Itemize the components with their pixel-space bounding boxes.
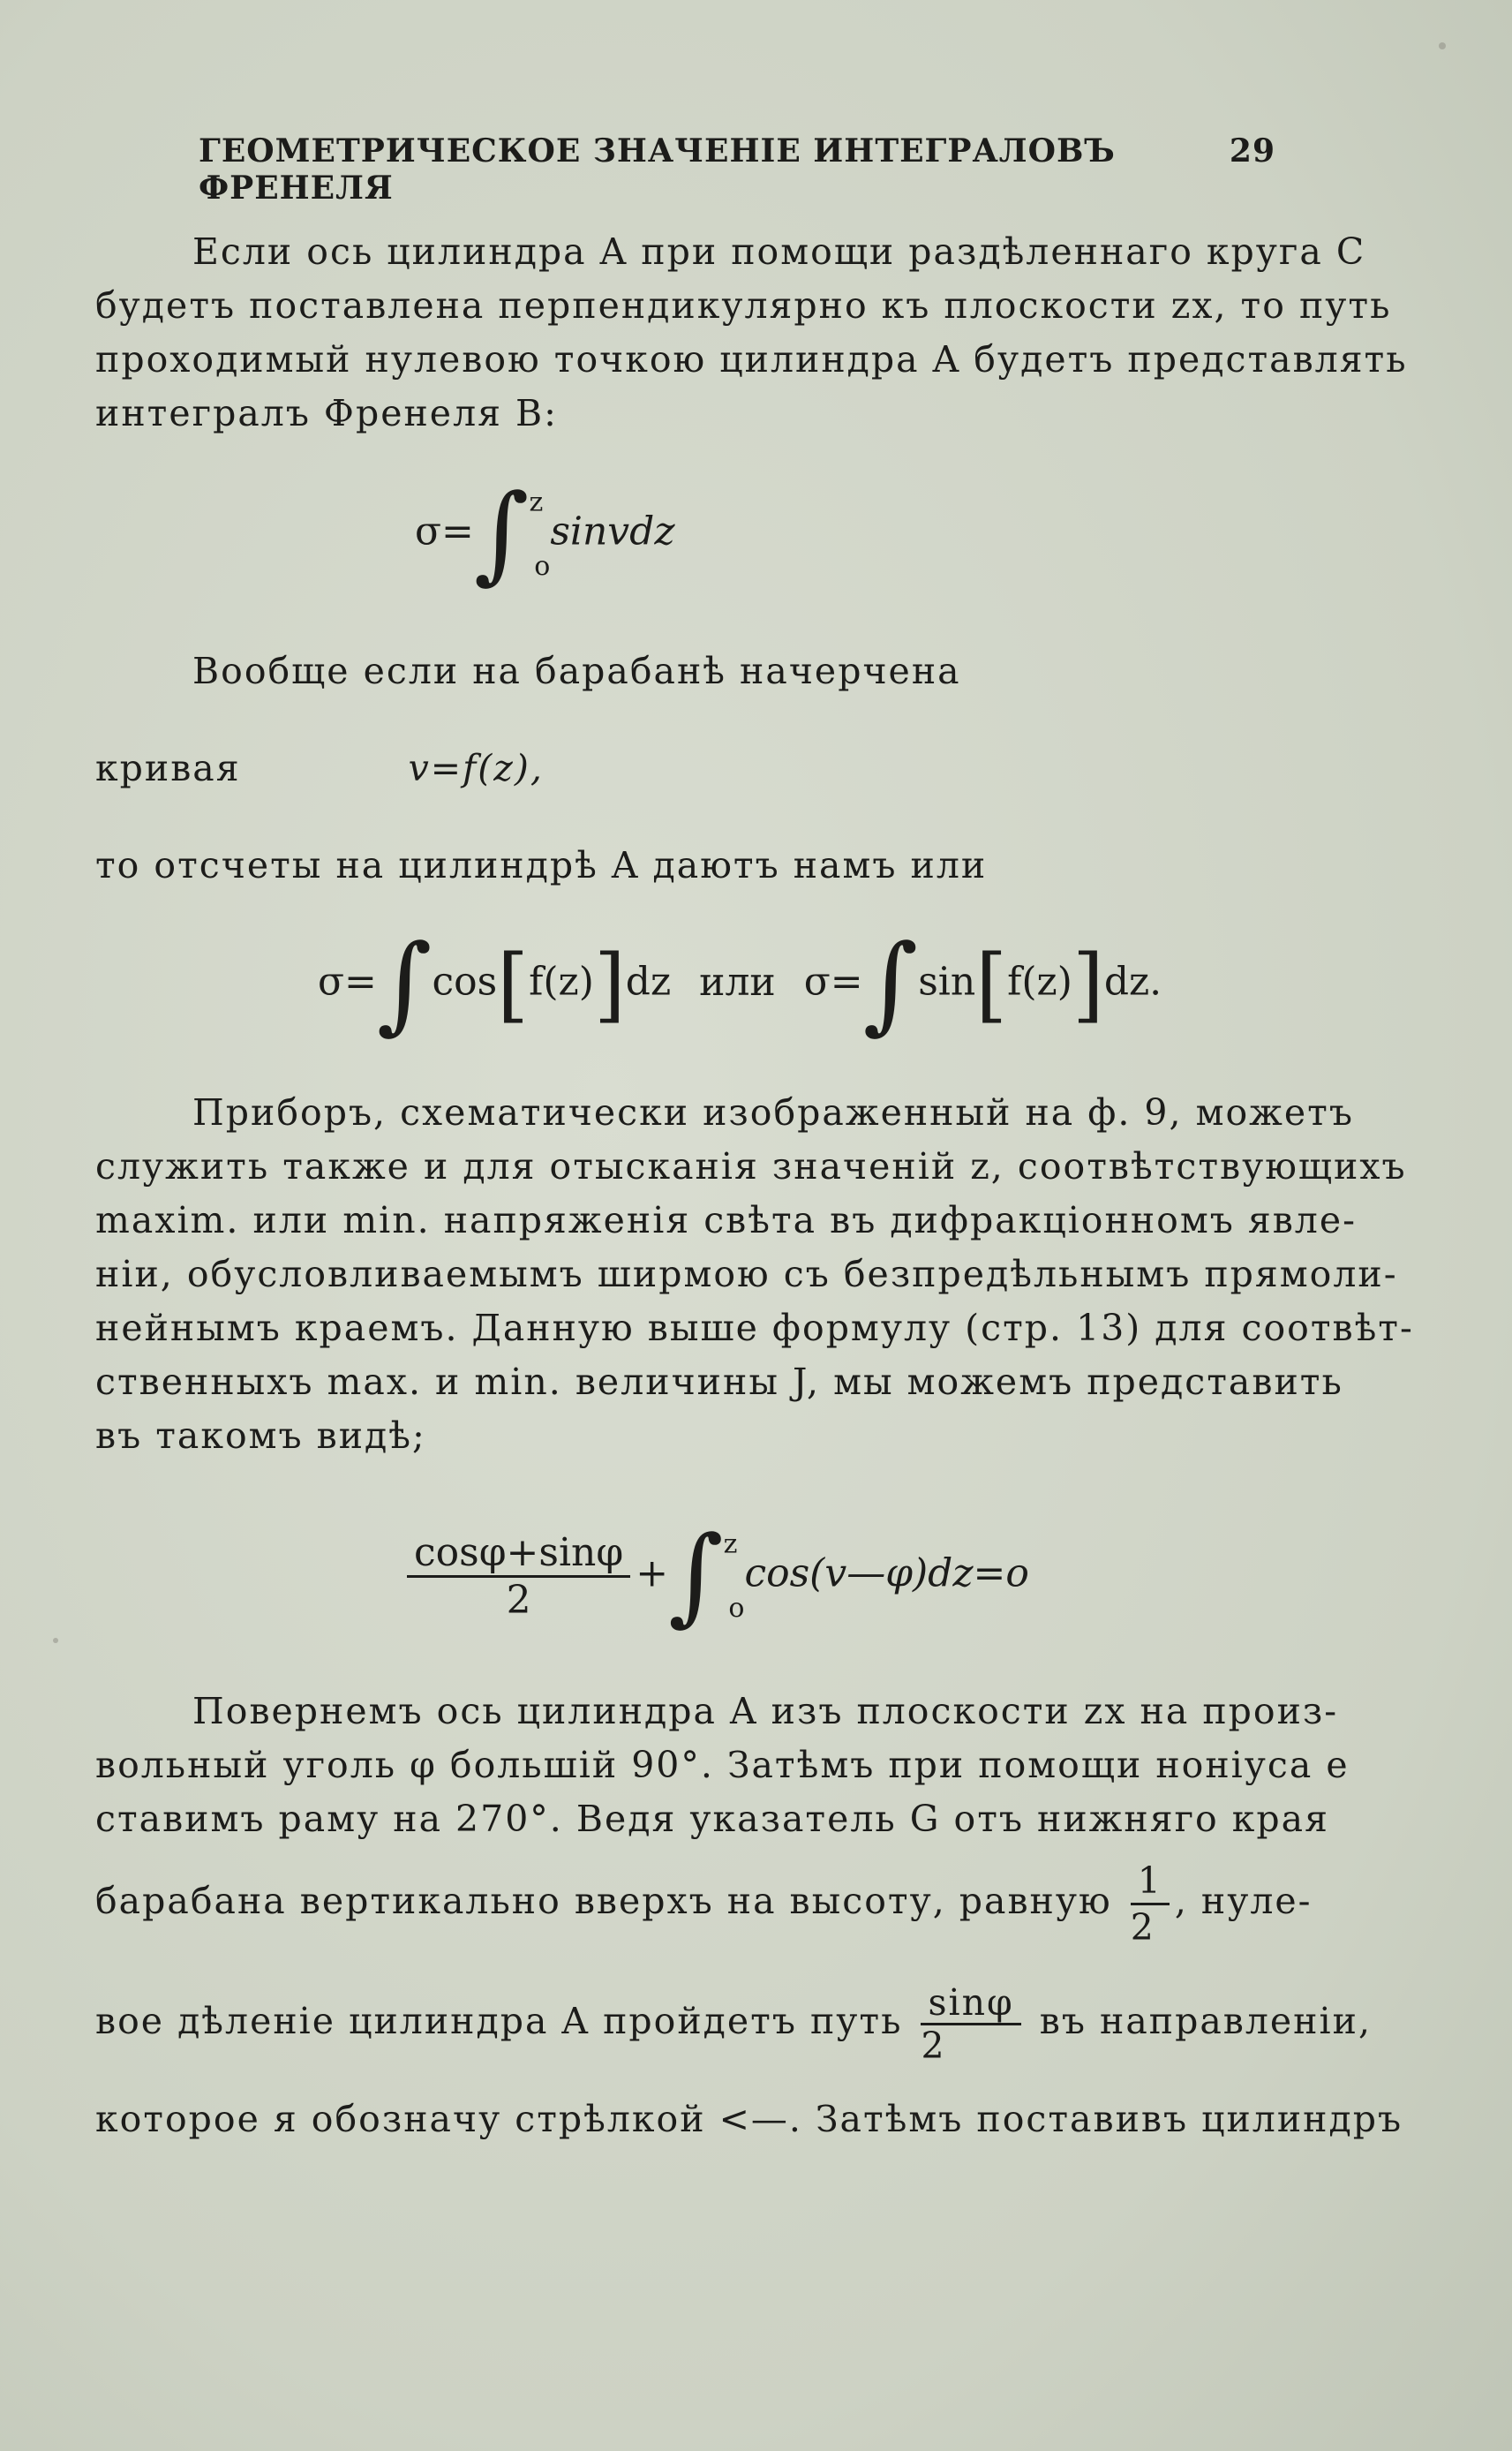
lower-limit: o — [534, 550, 551, 582]
bracket-close: ] — [593, 937, 626, 1032]
text-line: то отсчеты на цилиндрѣ A даютъ намъ или — [95, 844, 988, 886]
line-tail: въ направленіи, — [1039, 2000, 1372, 2042]
denominator: 2 — [1130, 1906, 1155, 1949]
formula-cos-sin — [318, 923, 1162, 1045]
numerator: cosφ+sinφ — [407, 1530, 630, 1578]
text-line: вольный уголь φ большій 90°. Затѣмъ при помощи ноніуса e — [95, 1744, 1350, 1786]
line-text: вое дѣленіе цилиндра A пройдетъ путь — [95, 2000, 903, 2042]
function-argument: f(z) — [1007, 959, 1072, 1005]
text-line: служить также и для отысканія значеній z, соотвѣтствующихъ — [95, 1145, 1407, 1188]
text-line: Вообще если на барабанѣ начерчена — [192, 650, 961, 692]
text-line: которое я обозначу стрѣлкой <—. Затѣмъ поставивъ цилиндръ — [95, 2098, 1403, 2140]
curve-word: кривая — [95, 747, 241, 789]
integral-sign: ∫ — [862, 923, 919, 1045]
upper-limit: z — [723, 1528, 738, 1560]
fraction — [407, 1530, 630, 1623]
text-line: интегралъ Френеля B: — [95, 392, 558, 434]
formula-fresnel-b — [415, 472, 675, 595]
function-name: cos — [432, 959, 498, 1005]
text-line: проходимый нулевою точкою цилиндра A будетъ представлять — [95, 338, 1408, 381]
lower-limit: o — [728, 1592, 745, 1624]
paragraph-1 — [95, 225, 1408, 441]
differential: dz. — [1103, 959, 1162, 1005]
differential: dz — [625, 959, 672, 1005]
bracket-open: [ — [497, 937, 530, 1032]
fraction-one-half — [1131, 1859, 1170, 1949]
page-number: 29 — [1229, 132, 1275, 170]
plus-sign: + — [636, 1550, 669, 1596]
text-line: Повернемъ ось цилиндра A изъ плоскости zx на произ- — [192, 1690, 1339, 1732]
text-line: въ такомъ видѣ; — [95, 1414, 426, 1457]
numerator: 1 — [1131, 1859, 1170, 1905]
bracket-close: ] — [1072, 937, 1104, 1032]
integral-sign: ∫ — [376, 923, 433, 1045]
paragraph-5 — [95, 1086, 1414, 1463]
paragraph-2 — [95, 645, 1278, 698]
function-name: sin — [918, 959, 976, 1005]
text-line — [95, 1859, 1313, 1949]
text-line: нейнымъ краемъ. Данную выше формулу (стр. 13) для соотвѣт- — [95, 1307, 1414, 1349]
denominator: 2 — [921, 2025, 946, 2067]
integral-sign: ∫ — [473, 472, 530, 595]
paragraph-7 — [95, 1859, 1313, 1949]
formula-max-min — [402, 1514, 1029, 1637]
text-line: будетъ поставлена перпендикулярно къ плоскости zx, то путь — [95, 284, 1392, 327]
line-tail: , нуле- — [1174, 1880, 1313, 1922]
line-text: барабана вертикально вверхъ на высоту, равную — [95, 1880, 1112, 1922]
paper-speck — [53, 1638, 58, 1643]
text-line: Если ось цилиндра A при помощи раздѣленнаго круга C — [192, 230, 1366, 273]
paragraph-4 — [95, 839, 1278, 893]
header-title: ГЕОМЕТРИЧЕСКОЕ ЗНАЧЕНІЕ ИНТЕГРАЛОВЪ ФРЕНЕЛЯ — [199, 132, 1116, 207]
function-argument: f(z) — [529, 959, 594, 1005]
paragraph-3 — [95, 742, 1278, 796]
bracket-open: [ — [975, 937, 1008, 1032]
paragraph-9 — [95, 2093, 1403, 2146]
fraction-sin-phi-half — [921, 1982, 1020, 2066]
integral-sign: ∫ — [668, 1514, 724, 1637]
text-line: maxim. или min. напряженія свѣта въ дифракціонномъ явле- — [95, 1199, 1357, 1241]
upper-limit: z — [529, 486, 544, 518]
paragraph-6 — [95, 1685, 1350, 1846]
or-word: или — [699, 959, 776, 1005]
text-line — [95, 742, 1278, 796]
numerator: sinφ — [921, 1982, 1020, 2025]
paragraph-8 — [95, 1981, 1372, 2067]
paper-speck — [1439, 42, 1446, 49]
curve-formula: v=f(z), — [408, 747, 544, 789]
integrand: cos(v—φ)dz=o — [744, 1550, 1029, 1596]
text-line: ставимъ раму на 270°. Ведя указатель G отъ нижняго края — [95, 1798, 1329, 1840]
formula-lhs: σ= — [803, 959, 863, 1005]
text-line: ніи, обусловливаемымъ ширмою съ безпредѣльнымъ прямоли- — [95, 1253, 1398, 1295]
text-line: Приборъ, схематически изображенный на ф. 9, можетъ — [192, 1091, 1354, 1134]
formula-lhs: σ= — [318, 959, 377, 1005]
text-line: ственныхъ max. и min. величины J, мы можемъ представить — [95, 1361, 1343, 1403]
formula-lhs: σ= — [415, 509, 474, 554]
denominator: 2 — [506, 1577, 531, 1623]
text-line — [95, 1981, 1372, 2067]
integrand: sinvdz — [550, 509, 675, 554]
